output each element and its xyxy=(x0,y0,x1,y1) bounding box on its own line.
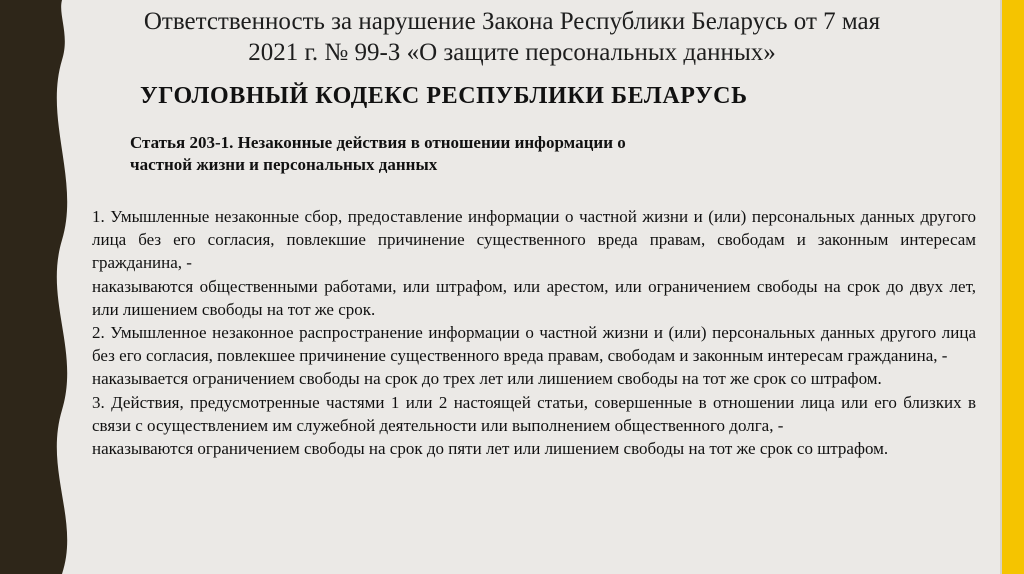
paragraph-penalty-3: наказываются ограничением свободы на срок до пяти лет или лишением свободы на тот же срок со штрафом. xyxy=(92,439,889,459)
article-heading xyxy=(130,132,832,176)
article-heading-line-1: Статья 203-1. Незаконные действия в отношении информации о xyxy=(130,133,626,152)
right-divider xyxy=(1000,0,1002,574)
article-heading-line-2: частной жизни и персональных данных xyxy=(130,155,438,174)
paragraph-part-1: 1. Умышленные незаконные сбор, предоставление информации о частной жизни и (или) персональных данных другого лица без его согласия, повлекшие причинение существенного вреда правам, свободам и законным интересам гражданина, - xyxy=(92,207,976,273)
paragraph-part-3: 3. Действия, предусмотренные частями 1 или 2 настоящей статьи, совершенные в отношении лица или его близких в связи с осуществлением им служебной деятельности или выполнением общественного долга, - xyxy=(92,392,976,435)
slide-title-line-1: Ответственность за нарушение Закона Республики Беларусь от 7 мая xyxy=(143,8,881,35)
paragraph-penalty-2: наказывается ограничением свободы на срок до трех лет или лишением свободы на тот же срок со штрафом. xyxy=(92,369,882,389)
code-heading: УГОЛОВНЫЙ КОДЕКС РЕСПУБЛИКИ БЕЛАРУСЬ xyxy=(140,83,748,109)
paragraph-penalty-1: наказываются общественными работами, или штрафом, или арестом, или ограничением свободы на срок до двух лет, или лишением свободы на тот же срок. xyxy=(92,276,976,319)
paragraph-part-2: 2. Умышленное незаконное распространение информации о частной жизни и (или) персональных данных другого лица без его согласия, повлекшее причинение существенного вреда правам, свободам и законным интересам гражданина, - xyxy=(92,323,976,366)
slide-title xyxy=(92,6,932,68)
slide-title-line-2: 2021 г. № 99-З «О защите персональных данных» xyxy=(248,39,776,66)
article-body xyxy=(92,205,976,460)
right-accent-stripe xyxy=(1002,0,1024,574)
